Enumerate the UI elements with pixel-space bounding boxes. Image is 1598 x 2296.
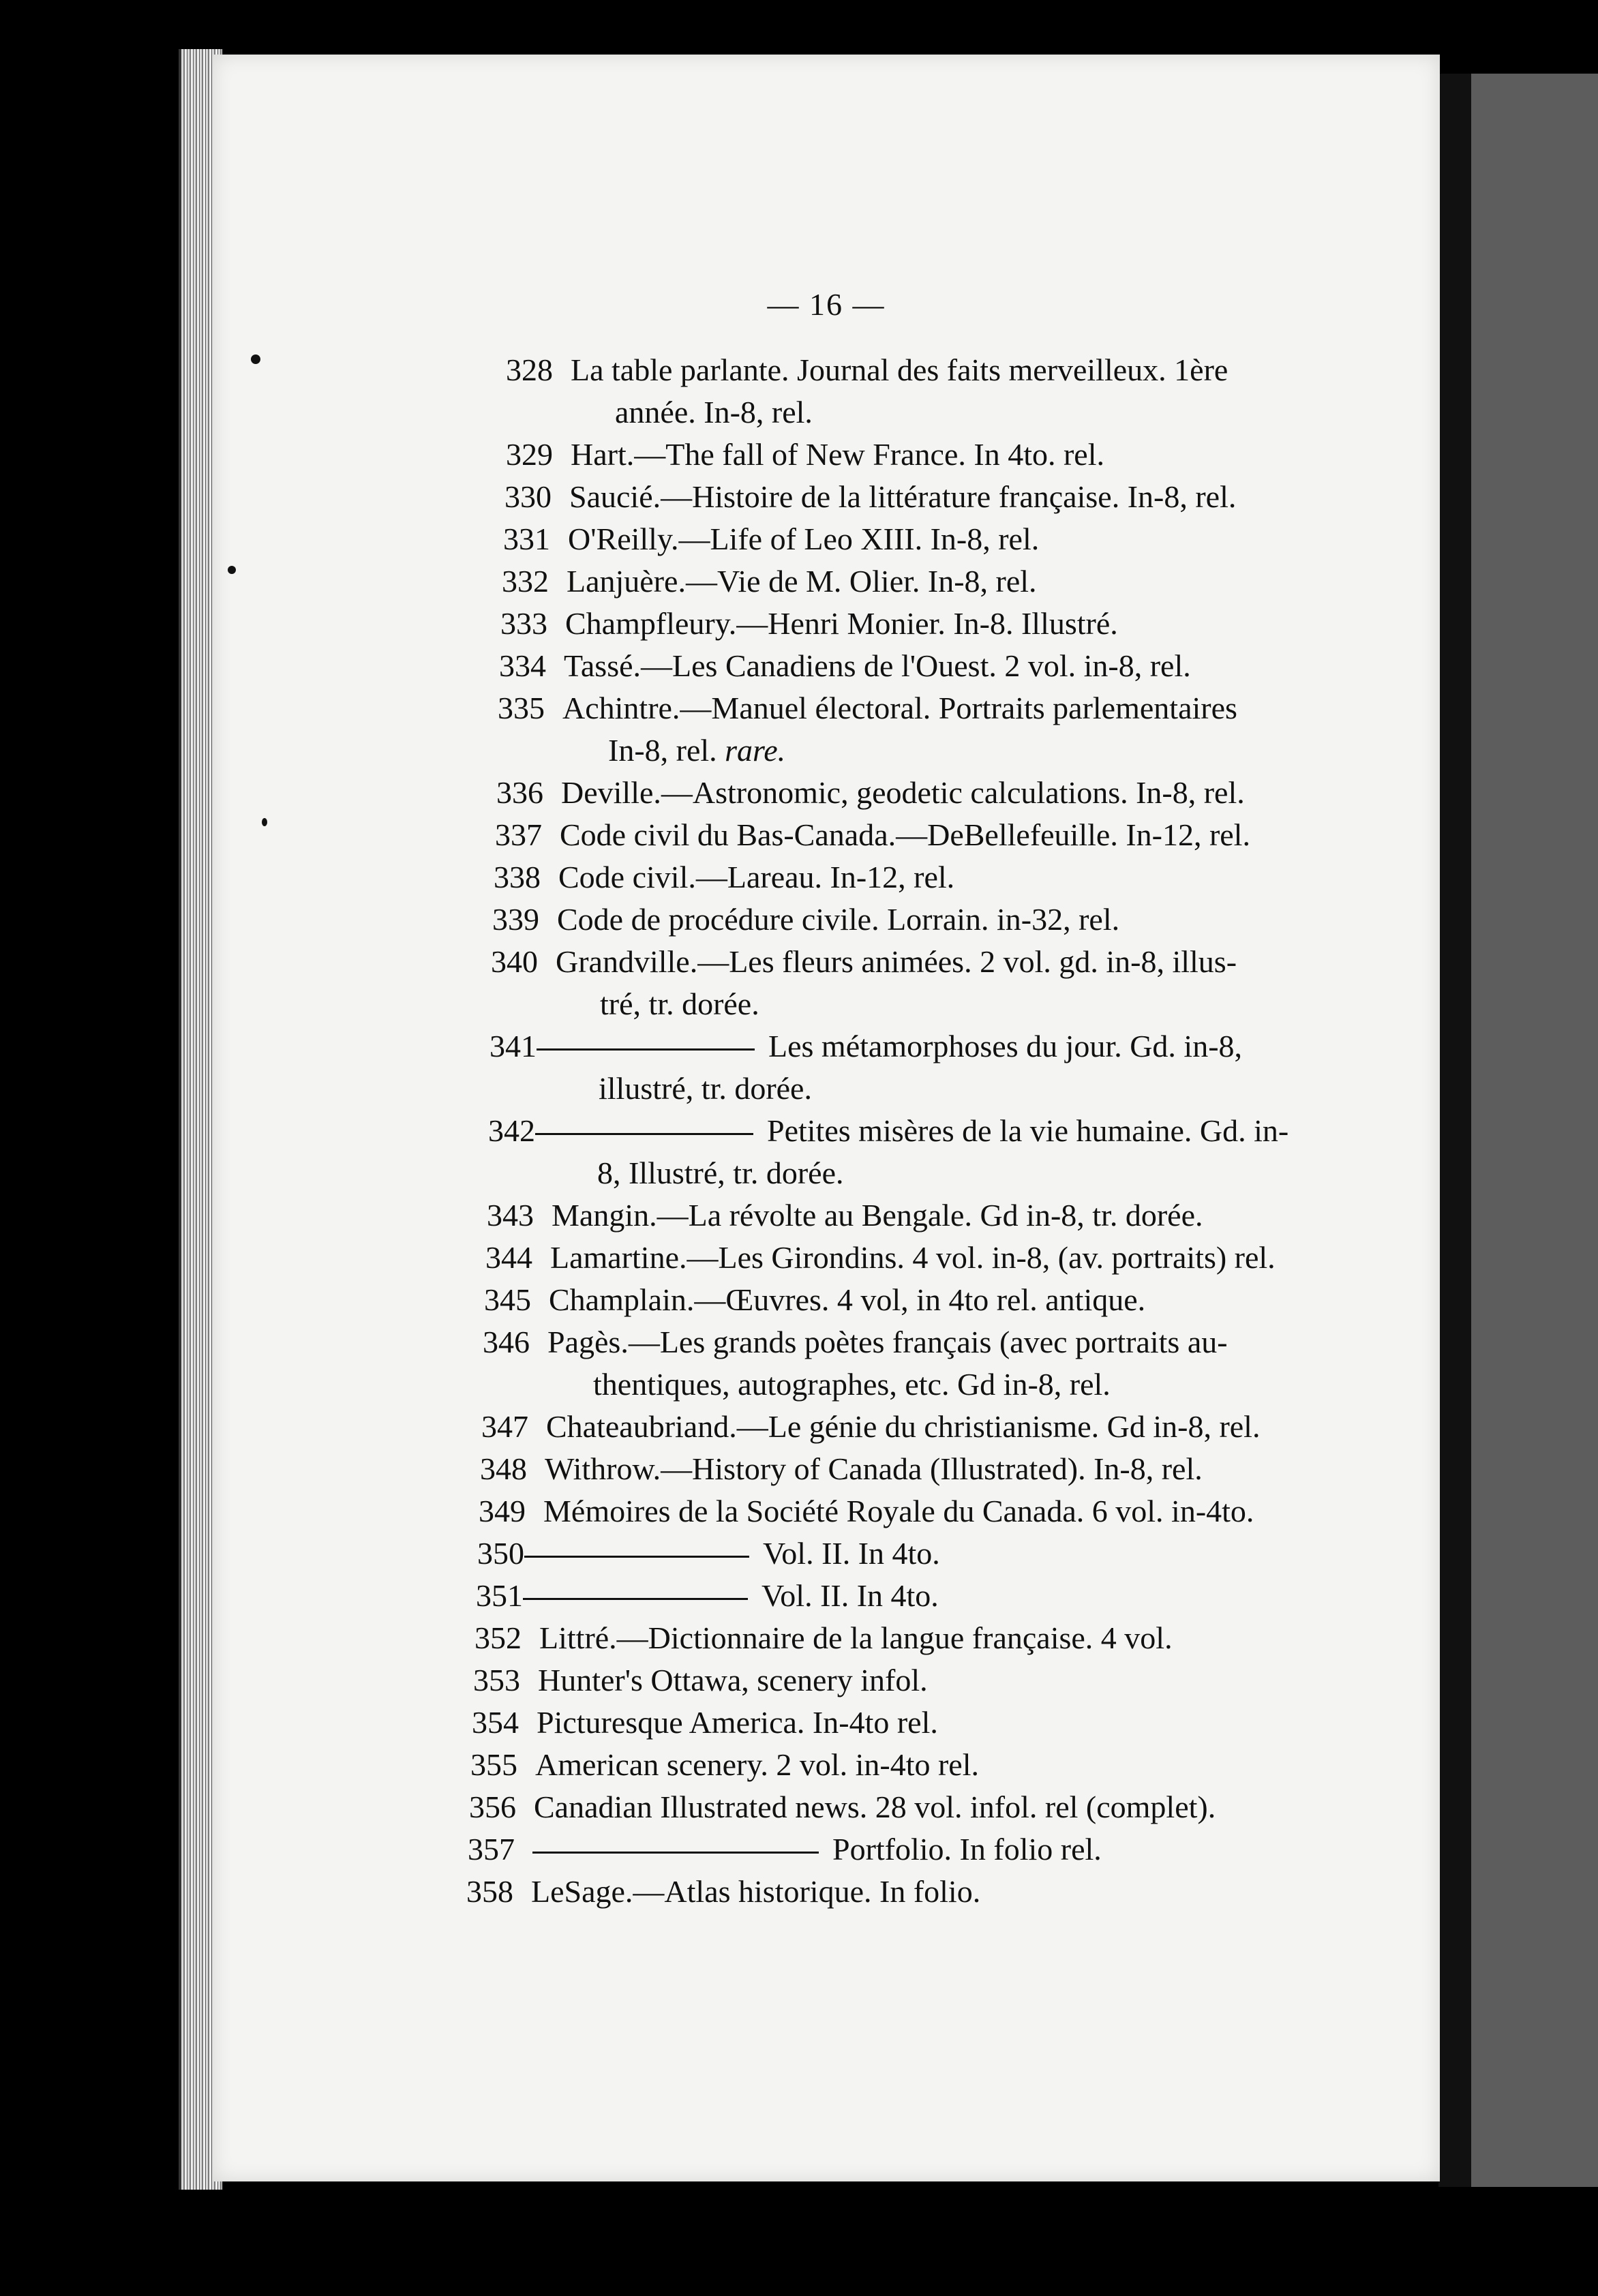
catalog-page: [213, 55, 1440, 2181]
entry-355: 355 American scenery. 2 vol. in-4to rel.: [470, 1747, 980, 1782]
entry-352: 352 Littré.—Dictionnaire de la langue française. 4 vol.: [474, 1620, 1173, 1655]
facing-page-shadow: [1466, 74, 1598, 2187]
entry-335-line1: 335 Achintre.—Manuel électoral. Portraits parlementaires: [498, 691, 1237, 725]
entry-346-line1: 346 Pagès.—Les grands poètes français (avec portraits au-: [483, 1325, 1228, 1359]
entry-339: 339 Code de procédure civile. Lorrain. in-32, rel.: [492, 902, 1120, 937]
entry-333: 333 Champfleury.—Henri Monier. In-8. Illustré.: [500, 606, 1118, 641]
entry-341-line1: 341 Les métamorphoses du jour. Gd. in-8,: [489, 1029, 1243, 1063]
ink-speck: [262, 818, 267, 826]
entry-351: 351 Vol. II. In 4to.: [476, 1578, 939, 1613]
ditto-rule: [523, 1598, 748, 1600]
ditto-rule: [535, 1133, 753, 1135]
entry-348: 348 Withrow.—History of Canada (Illustrated). In-8, rel.: [480, 1451, 1203, 1486]
entry-342-line1: 342 Petites misères de la vie humaine. Gd. in-: [488, 1113, 1289, 1148]
entry-340-line1: 340 Grandville.—Les fleurs animées. 2 vol. gd. in-8, illus-: [491, 944, 1237, 979]
entry-335-line2: In-8, rel. rare.: [608, 733, 786, 768]
entry-358: 358 LeSage.—Atlas historique. In folio.: [466, 1874, 981, 1909]
entry-353: 353 Hunter's Ottawa, scenery infol.: [473, 1663, 928, 1697]
entry-349: 349 Mémoires de la Société Royale du Canada. 6 vol. in-4to.: [479, 1494, 1254, 1528]
entry-328-line2: année. In-8, rel.: [615, 395, 813, 429]
entry-346-line2: thentiques, autographes, etc. Gd in-8, rel.: [593, 1367, 1111, 1402]
entry-331: 331 O'Reilly.—Life of Leo XIII. In-8, rel.: [503, 522, 1040, 556]
entry-342-line2: 8, Illustré, tr. dorée.: [597, 1155, 844, 1190]
gutter-shadow: [1438, 74, 1471, 2187]
entry-344: 344 Lamartine.—Les Girondins. 4 vol. in-8, (av. portraits) rel.: [485, 1240, 1276, 1275]
entry-338: 338 Code civil.—Lareau. In-12, rel.: [494, 860, 955, 894]
entry-337: 337 Code civil du Bas-Canada.—DeBellefeuille. In-12, rel.: [495, 817, 1250, 852]
entry-328-line1: 328 La table parlante. Journal des faits merveilleux. 1ère: [506, 349, 1228, 391]
entry-336: 336 Deville.—Astronomic, geodetic calculations. In-8, rel.: [496, 775, 1245, 810]
entry-354: 354 Picturesque America. In-4to rel.: [472, 1705, 938, 1740]
ditto-rule: [524, 1556, 749, 1558]
entry-334: 334 Tassé.—Les Canadiens de l'Ouest. 2 vol. in-8, rel.: [499, 648, 1191, 683]
entry-329: 329 Hart.—The fall of New France. In 4to. rel.: [506, 437, 1104, 472]
entry-347: 347 Chateaubriand.—Le génie du christianisme. Gd in-8, rel.: [481, 1409, 1261, 1444]
entry-343: 343 Mangin.—La révolte au Bengale. Gd in-8, tr. dorée.: [487, 1198, 1203, 1233]
entry-330: 330 Saucié.—Histoire de la littérature française. In-8, rel.: [504, 479, 1237, 514]
entry-340-line2: tré, tr. dorée.: [600, 986, 759, 1021]
ink-speck: [251, 354, 260, 364]
entry-345: 345 Champlain.—Œuvres. 4 vol, in 4to rel. antique.: [484, 1282, 1146, 1317]
entry-350: 350 Vol. II. In 4to.: [477, 1536, 940, 1571]
ditto-rule: [532, 1852, 819, 1854]
ditto-rule: [537, 1048, 755, 1051]
entry-357: 357 Portfolio. In folio rel.: [468, 1832, 1102, 1867]
entry-332: 332 Lanjuère.—Vie de M. Olier. In-8, rel.: [502, 564, 1037, 599]
entry-number: 328: [506, 352, 553, 387]
page-number-header: — 16 —: [767, 287, 886, 322]
entry-356: 356 Canadian Illustrated news. 28 vol. infol. rel (complet).: [469, 1789, 1216, 1824]
entry-341-line2: illustré, tr. dorée.: [599, 1071, 812, 1106]
ink-speck: [228, 566, 236, 574]
